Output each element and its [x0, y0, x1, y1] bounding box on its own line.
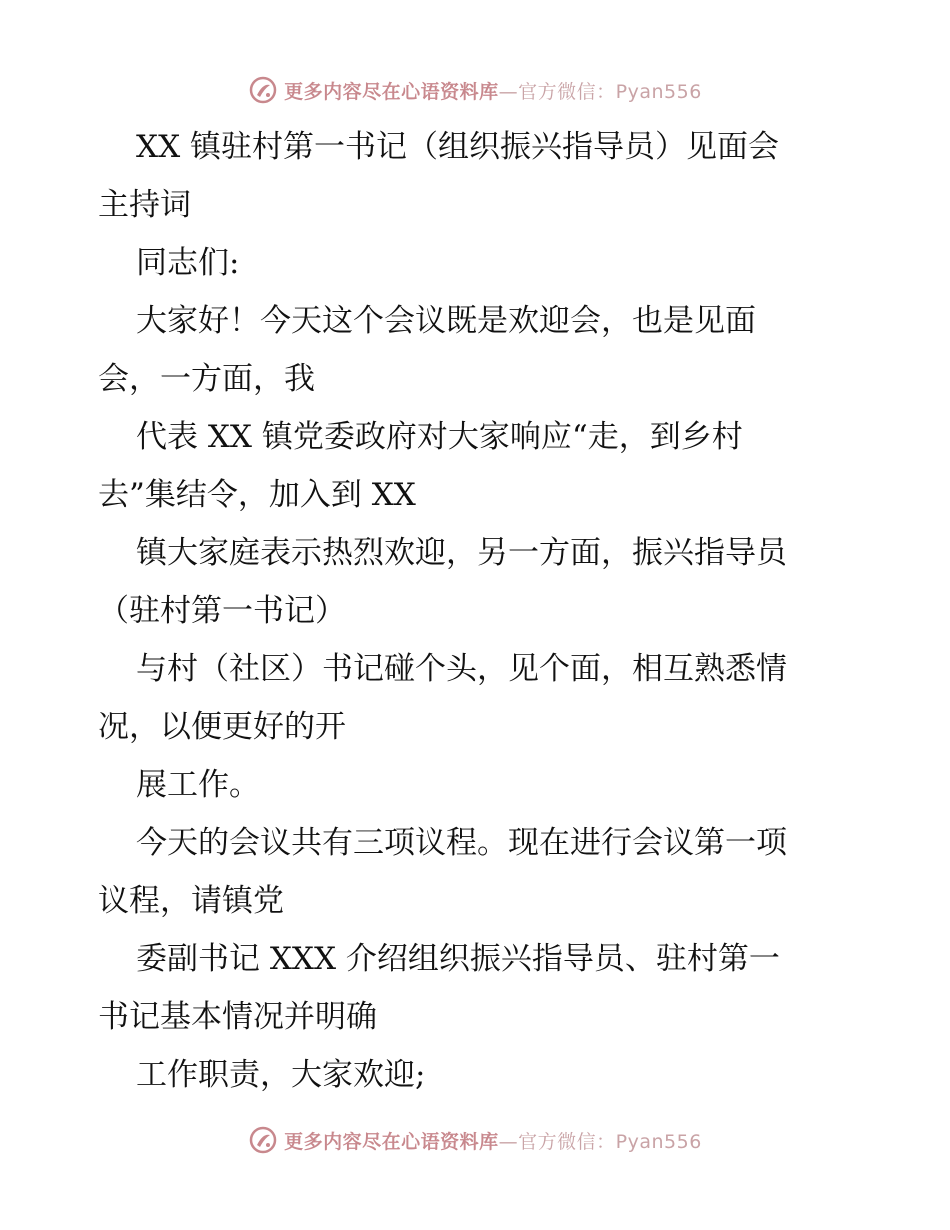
- text-line: 主持词: [98, 187, 191, 223]
- text-line: 工作职责，大家欢迎;: [136, 1057, 426, 1093]
- text-line: 议程，请镇党: [98, 883, 284, 919]
- text-line: 代表 XX 镇党委政府对大家响应“走，到乡村: [136, 419, 743, 455]
- watermark-text: [284, 77, 702, 104]
- watermark-text: [284, 1127, 702, 1154]
- text-line: 镇大家庭表示热烈欢迎，另一方面，振兴指导员: [136, 535, 787, 571]
- header-watermark: [0, 70, 950, 110]
- watermark-suffix: —官方微信：Pyan556: [498, 80, 702, 103]
- footer-watermark: [0, 1120, 950, 1160]
- document-body: [98, 118, 858, 1104]
- text-line: XX 镇驻村第一书记（组织振兴指导员）见面会: [136, 129, 779, 165]
- text-line: 去”集结令，加入到 XX: [98, 477, 416, 513]
- brush-seal-icon: [248, 1125, 278, 1155]
- text-line: 委副书记 XXX 介绍组织振兴指导员、驻村第一: [136, 941, 780, 977]
- text-line: 况，以便更好的开: [98, 709, 346, 745]
- watermark-brand: 更多内容尽在心语资料库: [284, 1130, 499, 1153]
- text-line: （驻村第一书记）: [98, 593, 346, 629]
- text-line: 书记基本情况并明确: [98, 999, 377, 1035]
- text-line: 今天的会议共有三项议程。现在进行会议第一项: [136, 825, 787, 861]
- watermark-suffix: —官方微信：Pyan556: [498, 1130, 702, 1153]
- text-line: 会，一方面，我: [98, 361, 315, 397]
- text-line: 与村（社区）书记碰个头，见个面，相互熟悉情: [136, 651, 787, 687]
- text-line: 同志们:: [136, 245, 240, 281]
- text-line: 展工作。: [136, 767, 260, 803]
- brush-seal-icon: [248, 75, 278, 105]
- text-line: 大家好！今天这个会议既是欢迎会，也是见面: [136, 303, 756, 339]
- watermark-brand: 更多内容尽在心语资料库: [284, 80, 499, 103]
